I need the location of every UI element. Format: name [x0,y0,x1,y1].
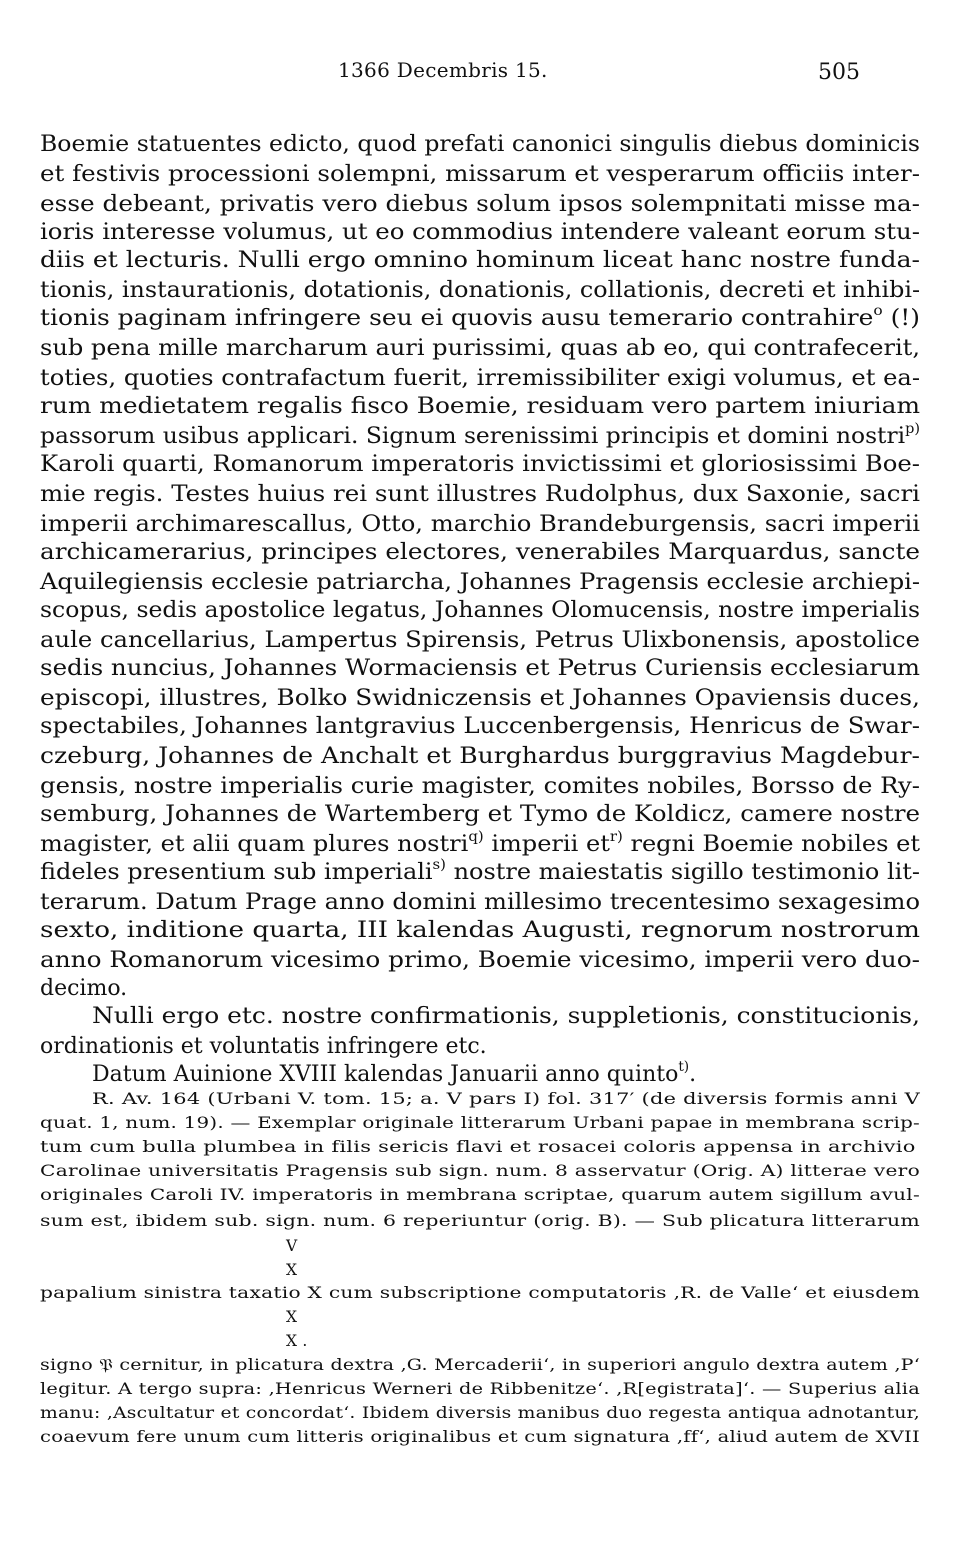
body-line: ordinationis et voluntatis infringere etc. [40,1034,487,1059]
body-line: magister, et alii quam plures nostri$^{q)}$ imperii $et^{r)}$ regni Boemie nobiles et [40,829,920,857]
footnote-marker: t) [678,1059,690,1076]
note-line: signo 𝔓 cernitur, in plicatura dextra ‚G. Mercaderii‘, in superiori angulo dextra autem ‚P‘ [40,1356,920,1374]
body-line: sedis nuncius, Johannes Wormaciensis et Petrus Curiensis ecclesiarum [40,656,920,681]
running-head: 1366 Decembris 15. [338,58,548,82]
body-line: sub pena mille marcharum auri purissimi, quas ab eo, qui contrafecerit, [40,336,920,361]
body-line: Boemie statuentes edicto, quod prefati canonici singulis diebus dominicis [40,132,920,157]
body-line: aule cancellarius, Lampertus Spirensis, Petrus Ulixbonensis, apostolice [40,628,920,653]
body-line: Datum Auinione XVIII kalendas Januarii anno quinto$^{t)}$. [92,1059,697,1087]
note-line: sum est, ibidem sub. sign. num. 6 reperiuntur (orig. B). — Sub plicatura litterarum [40,1212,920,1230]
body-line: Aquilegiensis ecclesie patriarcha, Johannes Pragensis ecclesie archiepi- [40,570,920,595]
footnote-marker: o [873,303,883,320]
body-line: archicamerarius, principes electores, venerabiles Marquardus, sancte [40,540,920,565]
body-line: anno Romanorum vicesimo primo, Boemie vicesimo, imperii vero duo- [40,948,920,973]
footnote-marker: r) [609,829,623,846]
body-line: episcopi, illustres, Bolko Swidniczensis et Johannes Opaviensis duces, [40,686,920,711]
body-line: et festivis processioni solempni, missarum et vesperarum officiis inter- [40,162,920,187]
footnote-marker: s) [432,857,446,874]
body-line: decimo. [40,976,128,1001]
note-line: manu: ‚Ascultatur et concordat‘. Ibidem diversis manibus duo regesta antiqua adnotantur, [40,1404,920,1422]
body-line: gensis, nostre imperialis curie magister, comites nobiles, Borsso de Ry- [40,774,920,799]
body-line: czeburg, Johannes de Anchalt et Burghardus burggravius Magdebur- [40,744,921,769]
body-line: Karoli quarti, Romanorum imperatoris invictissimi et gloriosissimi Boe- [40,452,921,477]
note-line: X [286,1308,298,1326]
note-line: coaevum fere unum cum litteris originalibus et cum signatura ‚ff‘, aliud autem de XVII [40,1428,920,1446]
note-line: originales Caroli IV. imperatoris in membrana scriptae, quarum autem sigillum avul- [40,1186,920,1204]
body-line: Nulli ergo etc. nostre confirmationis, suppletionis, constitucionis, [92,1004,920,1029]
body-line: fideles presentium sub imperiali$^{s)}$ nostre maiestatis sigillo testimonio lit- [40,857,921,885]
note-line: legitur. A tergo supra: ‚Henricus Werneri de Ribbenitze‘. ‚R[egistrata]‘. — Superius alia [40,1380,920,1398]
body-line: semburg, Johannes de Wartemberg et Tymo de Koldicz, camere nostre [40,802,920,827]
body-line: sexto, inditione quarta, III kalendas Augusti, regnorum nostrorum [40,918,920,943]
body-line: mie regis. Testes huius rei sunt illustres Rudolphus, dux Saxonie, sacri [40,482,920,507]
page-number: 505 [818,60,860,85]
body-line: imperii archimarescallus, Otto, marchio Brandeburgensis, sacri imperii [40,512,920,537]
body-line: ioris interesse volumus, ut eo commodius intendere valeant eorum stu- [40,220,920,245]
body-line: terarum. Datum Prage anno domini millesimo trecentesimo sexagesimo [40,890,920,915]
body-line: tionis, instaurationis, dotationis, donationis, collationis, decreti et inhibi- [40,278,920,303]
note-line: papalium sinistra taxatio X cum subscriptione computatoris ‚R. de Valle‘ et eiusdem [40,1284,920,1302]
body-line: esse debeant, privatis vero diebus solum ipsos solempnitati misse ma- [40,192,920,217]
body-line: rum medietatem regalis fisco Boemie, residuam vero partem iniuriam [40,394,920,419]
page-header [0,58,960,88]
note-line: quat. 1, num. 19). — Exemplar originale litterarum Urbani papae in membrana scrip- [40,1114,920,1132]
footnote-marker: p) [905,421,920,438]
body-line: spectabiles, Johannes lantgravius Luccenbergensis, Henricus de Swar- [40,714,921,739]
note-line: X [286,1261,298,1279]
footnote-marker: q) [468,829,484,846]
note-line: R. Av. 164 (Urbani V. tom. 15; a. V pars I) fol. 317′ (de diversis formis anni V [92,1090,920,1108]
body-line: toties, quoties contrafactum fuerit, irremissibiliter exigi volumus, et ea- [40,366,921,391]
body-line: tionis paginam infringere seu ei quovis ausu temerario contrahire$^o$ (!) [40,303,920,331]
body-line: passorum usibus applicari. Signum serenissimi principis et domini nostri$^{p)}$ [40,421,920,449]
body-line: scopus, sedis apostolice legatus, Johannes Olomucensis, nostre imperialis [40,598,920,623]
note-line: tum cum bulla plumbea in filis sericis flavi et rosacei coloris appensa in archivio [40,1138,916,1156]
body-line: diis et lecturis. Nulli ergo omnino hominum liceat hanc nostre funda- [40,248,920,273]
note-line: V [286,1237,298,1255]
note-line: X . [286,1332,308,1350]
note-line: Carolinae universitatis Pragensis sub sign. num. 8 asservatur (Orig. A) litterae vero [40,1162,920,1180]
